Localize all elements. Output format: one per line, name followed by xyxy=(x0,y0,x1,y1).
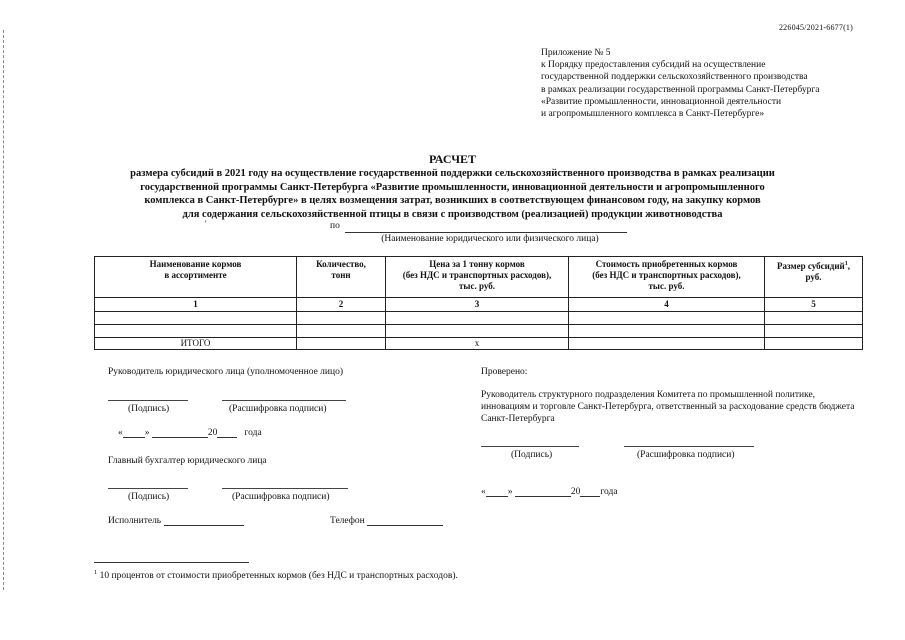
document-subtitle xyxy=(0,167,905,221)
total-label: ИТОГО xyxy=(95,338,297,350)
column-number-row xyxy=(95,298,863,312)
annex-line: государственной поддержки сельскохозяйственного производства xyxy=(541,72,808,83)
left-head-title: Руководитель юридического лица (уполномоченное лицо) xyxy=(108,367,343,377)
annex-line: и агропромышленного комплекса в Санкт-Петербурге» xyxy=(541,109,765,120)
table-cell[interactable] xyxy=(765,338,863,350)
table-cell[interactable] xyxy=(297,312,386,325)
table-cell[interactable] xyxy=(569,312,765,325)
table-cell[interactable] xyxy=(386,312,569,325)
table-cell[interactable] xyxy=(297,338,386,350)
subtitle-line: для содержания сельскохозяйственной птицы в связи с производством (реализацией) продукции животноводства xyxy=(182,208,723,220)
table-cell[interactable] xyxy=(297,325,386,338)
accountant-title: Главный бухгалтер юридического лица xyxy=(108,456,267,466)
right-sign-line[interactable] xyxy=(481,446,579,447)
left-sign-line[interactable] xyxy=(108,400,188,401)
right-sign-caption: (Подпись) xyxy=(511,450,553,460)
right-decode-line[interactable] xyxy=(624,446,754,447)
footnote-ref: 1 xyxy=(844,261,848,267)
column-number: 2 xyxy=(297,298,386,312)
subtitle-line: размера субсидий в 2021 году на осуществление государственной поддержки сельскохозяйственного производства в рамках реализации xyxy=(130,168,775,179)
footnote-text: 10 процентов от стоимости приобретенных кормов (без НДС и транспортных расходов). xyxy=(97,571,458,582)
executor-field: Исполнитель xyxy=(108,516,244,526)
annex-block xyxy=(541,47,881,120)
accountant-decode-caption: (Расшифровка подписи) xyxy=(232,492,330,502)
column-number: 5 xyxy=(765,298,863,312)
annex-line: в рамках реализации государственной программы Санкт-Петербурга xyxy=(541,84,820,95)
accountant-sign-caption: (Подпись) xyxy=(128,492,170,502)
table-row xyxy=(95,312,863,325)
right-date-year[interactable] xyxy=(580,496,600,497)
table-cell[interactable] xyxy=(569,338,765,350)
table-cell[interactable] xyxy=(765,312,863,325)
header-cell: Наименование кормов в ассортименте xyxy=(95,257,297,298)
calculation-table xyxy=(94,256,863,350)
document-title: РАСЧЕТ xyxy=(428,152,477,166)
total-x-mark: х xyxy=(386,338,569,350)
table-cell[interactable] xyxy=(569,325,765,338)
footnote-rule xyxy=(94,562,249,563)
footnote-mark: 1 xyxy=(94,569,98,576)
annex-line: к Порядку предоставления субсидий на осуществление xyxy=(541,60,766,71)
checked-label: Проверено: xyxy=(481,367,528,377)
left-sign-caption: (Подпись) xyxy=(128,404,170,414)
document-id: 226045/2021-6677(1) xyxy=(778,23,853,32)
table-cell[interactable] xyxy=(386,325,569,338)
table-cell[interactable] xyxy=(765,325,863,338)
po-label: по xyxy=(330,221,340,231)
subtitle-line: комплекса в Санкт-Петербурге» в целях возмещения затрат, возникших в соответствующем финансовом году, на закупку кормов xyxy=(144,195,761,207)
right-date-month[interactable] xyxy=(515,496,571,497)
executor-input[interactable] xyxy=(164,525,244,526)
left-date: « » 20 года xyxy=(118,428,262,438)
header-cell: Размер субсидий$^1$, руб. xyxy=(765,257,863,298)
header-cell: Цена за 1 тонну кормов (без НДС и транспортных расходов), тыс. руб. xyxy=(386,257,569,298)
column-number: 1 xyxy=(95,298,297,312)
header-cell: Количество, тонн xyxy=(297,257,386,298)
left-decode-line[interactable] xyxy=(222,400,346,401)
left-date-month[interactable] xyxy=(152,437,208,438)
header-cell: Стоимость приобретенных кормов (без НДС и транспортных расходов), тыс. руб. xyxy=(569,257,765,298)
phone-field: Телефон xyxy=(330,516,443,526)
annex-line: Приложение № 5 xyxy=(541,48,611,58)
table-cell[interactable] xyxy=(95,325,297,338)
subtitle-line: государственной программы Санкт-Петербурга «Развитие промышленности, инновационной деятельности и агропромышленного xyxy=(140,181,765,193)
column-number: 3 xyxy=(386,298,569,312)
organization-caption: (Наименование юридического или физического лица) xyxy=(381,234,599,244)
right-date: « » 20 года xyxy=(481,487,618,497)
organization-name-field[interactable] xyxy=(345,224,627,233)
right-head-title: Руководитель структурного подразделения Комитета по промышленной политике, инновациям и торговле Санкт-Петербурга, ответственный за расходование средств бюджета Санкт-Петербурга xyxy=(481,390,855,425)
left-decode-caption: (Расшифровка подписи) xyxy=(229,404,327,414)
right-date-day[interactable] xyxy=(486,496,508,497)
total-row xyxy=(95,338,863,350)
left-date-day[interactable] xyxy=(123,437,145,438)
tick-mark: ' xyxy=(205,219,207,229)
table-header-row xyxy=(95,257,863,298)
left-date-year[interactable] xyxy=(217,437,237,438)
footnote xyxy=(94,569,458,581)
accountant-sign-line[interactable] xyxy=(108,488,188,489)
annex-line: «Развитие промышленности, инновационной деятельности xyxy=(541,96,782,107)
phone-input[interactable] xyxy=(367,525,443,526)
table-cell[interactable] xyxy=(95,312,297,325)
accountant-decode-line[interactable] xyxy=(222,488,348,489)
column-number: 4 xyxy=(569,298,765,312)
right-decode-caption: (Расшифровка подписи) xyxy=(637,450,735,460)
table-row xyxy=(95,325,863,338)
scan-edge xyxy=(3,30,5,590)
